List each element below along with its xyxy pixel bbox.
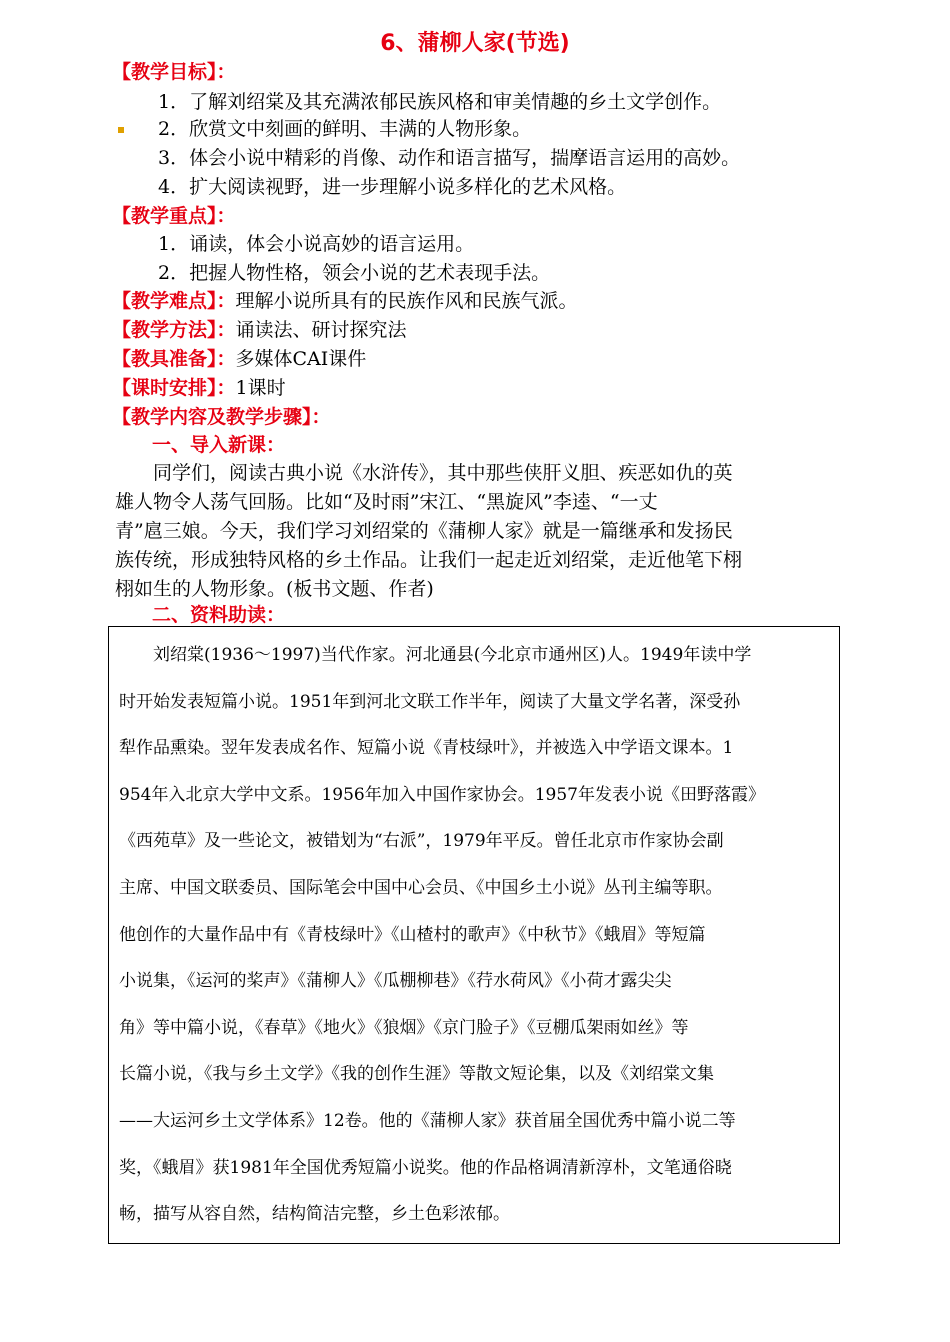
intro-line: 族传统，形成独特风格的乡土作品。让我们一起走近刘绍棠，走近他笔下栩 <box>115 549 743 571</box>
reference-line: 主席、中国文联委员、国际笔会中国中心会员、《中国乡土小说》丛刊主编等职。 <box>119 877 723 898</box>
reference-line: 角》等中篇小说，《春草》《地火》《狼烟》《京门脸子》《豆棚瓜架雨如丝》等 <box>119 1017 689 1038</box>
keypoints-heading: 【教学重点】： <box>112 205 236 227</box>
goal-item: 3．体会小说中精彩的肖像、动作和语言描写，揣摩语言运用的高妙。 <box>158 147 741 169</box>
reference-line: 他创作的大量作品中有《青枝绿叶》《山楂村的歌声》《中秋节》《蛾眉》等短篇 <box>119 924 706 945</box>
reference-line: 小说集，《运河的桨声》《蒲柳人》《瓜棚柳巷》《荇水荷风》《小荷才露尖尖 <box>119 971 672 992</box>
tools-heading: 【教具准备】： <box>112 348 236 370</box>
difficulty-row <box>112 289 578 313</box>
content-heading: 【教学内容及教学步骤】： <box>112 406 331 428</box>
reference-line: 犁作品熏染。翌年发表成名作、短篇小说《青枝绿叶》，并被选入中学语文课本。1 <box>119 738 734 759</box>
reference-line: ——大运河乡土文学体系》12卷。他的《蒲柳人家》获首届全国优秀中篇小说二等 <box>119 1110 736 1131</box>
reference-line: 畅，描写从容自然，结构简洁完整，乡土色彩浓郁。 <box>119 1204 510 1225</box>
tools-row <box>112 347 366 371</box>
hours-heading: 【课时安排】： <box>112 377 236 399</box>
tools-value: 多媒体CAI课件 <box>235 348 367 370</box>
goals-heading: 【教学目标】： <box>112 61 236 83</box>
difficulty-heading: 【教学难点】： <box>112 290 236 312</box>
method-value: 诵读法、研讨探究法 <box>235 319 407 341</box>
difficulty-value: 理解小说所具有的民族作风和民族气派。 <box>235 290 578 312</box>
keypoint-item: 2．把握人物性格，领会小说的艺术表现手法。 <box>158 262 551 284</box>
reference-line: 《西苑草》及一些论文，被错划为“右派”，1979年平反。曾任北京市作家协会副 <box>119 831 724 852</box>
reference-line: 时开始发表短篇小说。1951年到河北文联工作半年，阅读了大量文学名著，深受孙 <box>119 691 741 712</box>
reference-line: 刘绍棠(1936～1997)当代作家。河北通县(今北京市通州区)人。1949年读中学 <box>119 645 752 665</box>
intro-line: 同学们，阅读古典小说《水浒传》，其中那些侠肝义胆、疾恶如仇的英 <box>153 462 733 484</box>
hours-row <box>112 376 286 400</box>
reference-text <box>119 632 819 1238</box>
method-row <box>112 318 407 342</box>
keypoint-item: 1．诵读，体会小说高妙的语言运用。 <box>158 233 475 255</box>
section1-heading: 一、导入新课： <box>152 434 286 456</box>
reference-line: 954年入北京大学中文系。1956年加入中国作家协会。1957年发表小说《田野落霞》 <box>119 784 765 805</box>
hours-value: 1课时 <box>235 377 286 399</box>
method-heading: 【教学方法】： <box>112 319 236 341</box>
intro-line: 栩如生的人物形象。(板书文题、作者) <box>115 578 434 600</box>
intro-line: 雄人物令人荡气回肠。比如“及时雨”宋江、“黑旋风”李逵、“一丈 <box>115 491 658 513</box>
goal-item: 4．扩大阅读视野，进一步理解小说多样化的艺术风格。 <box>158 176 627 198</box>
intro-line: 青”扈三娘。今天，我们学习刘绍棠的《蒲柳人家》就是一篇继承和发扬民 <box>115 520 733 542</box>
reference-line: 奖，《蛾眉》获1981年全国优秀短篇小说奖。他的作品格调清新淳朴，文笔通俗晓 <box>119 1157 732 1178</box>
page-title: 6、蒲柳人家(节选) <box>380 31 570 56</box>
reference-line: 长篇小说，《我与乡土文学》《我的创作生涯》等散文短论集，以及《刘绍棠文集 <box>119 1064 714 1085</box>
intro-paragraph <box>115 459 850 604</box>
section2-heading: 二、资料助读： <box>152 604 286 626</box>
goal-item: 1．了解刘绍棠及其充满浓郁民族风格和审美情趣的乡土文学创作。 <box>158 91 722 113</box>
goal-item: 2．欣赏文中刻画的鲜明、丰满的人物形象。 <box>158 118 532 140</box>
bullet-mark <box>118 127 124 133</box>
